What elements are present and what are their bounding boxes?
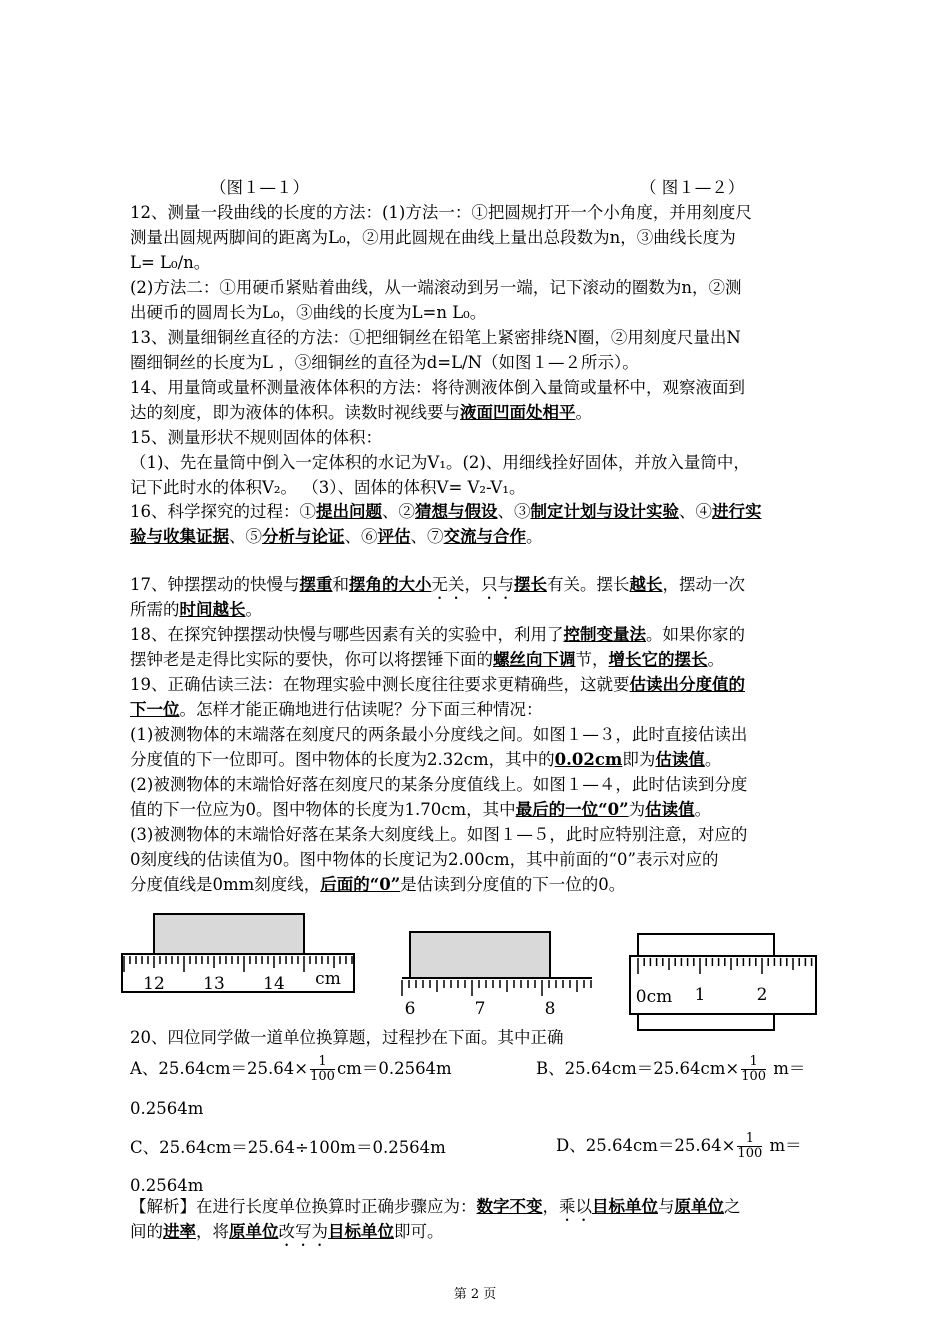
text-span: 、③	[497, 502, 531, 521]
text-span: 与	[658, 1197, 675, 1216]
key-term: 螺丝向下调	[493, 650, 576, 669]
text-span: 是估读到分度值的下一位的0。	[400, 875, 626, 894]
text-span: 节，	[575, 650, 609, 669]
text-line: 测量出圆规两脚间的距离为L₀，②用此圆规在曲线上量出总段数为n，③曲线长度为	[130, 228, 736, 247]
key-term: 估读出分度值的	[629, 675, 745, 694]
text-line: (1)被测物体的末端落在刻度尺的两条最小分度线之间。如图１—３，此时直接估读出	[130, 725, 748, 744]
key-term: 后面的“0”	[320, 875, 401, 894]
key-term: 摆重	[299, 575, 333, 594]
ruler-label: 13	[203, 974, 225, 994]
fraction-den: 100	[737, 1146, 763, 1161]
text-span: ，乘以	[542, 1197, 592, 1216]
key-term: 估读值	[645, 800, 695, 819]
key-term: 时间越长	[179, 600, 246, 619]
text-span: 17、钟摆摆动的快慢与	[130, 575, 300, 594]
text-span: 和	[332, 575, 349, 594]
ruler-unit: cm	[315, 969, 341, 989]
text-line: 13、测量细铜丝直径的方法：①把细铜丝在铅笔上紧密排绕N圈，②用刻度尺量出N	[130, 328, 741, 347]
text-line: 0.2564m	[130, 1099, 204, 1118]
text-line: 14、用量筒或量杯测量液体体积的方法：将待测液体倒入量筒或量杯中，观察液面到	[130, 378, 745, 397]
text-span: 所需的	[130, 600, 180, 619]
text-line: L= L₀/n。	[130, 253, 211, 272]
key-term: 液面凹面处相平	[460, 403, 576, 422]
text-line	[130, 598, 262, 622]
fraction	[741, 1055, 766, 1084]
ruler-label: 1	[694, 985, 706, 1005]
text-span: 为	[628, 800, 646, 819]
text-span: 即可。	[394, 1222, 444, 1241]
text-span: m＝	[764, 1136, 802, 1155]
text-span: 、④	[679, 502, 712, 521]
text-span: 18、在探究钟摆摆动快慢与哪些因素有关的实验中，利用了	[130, 625, 564, 644]
text-line: 圈细铜丝的长度为L ，③细铜丝的直径为d=L/N（如图１—２所示）。	[130, 353, 639, 372]
fraction-den: 100	[310, 1069, 335, 1084]
key-term: 增长它的摆长	[608, 650, 708, 669]
text-span: 【解析】在进行长度单位换算时正确步骤应为：	[130, 1197, 477, 1216]
key-term: 提出问题	[316, 502, 382, 521]
ruler-label: 7	[474, 999, 486, 1018]
fraction-num: 1	[310, 1055, 335, 1070]
ruler-figure-1	[118, 912, 358, 1002]
key-term: 评估	[377, 527, 411, 546]
text-line	[130, 648, 724, 672]
text-span: 19、正确估读三法：在物理实验中测长度往往要求更精确些，这就要	[130, 675, 630, 694]
option-c: C、25.64cm＝25.64÷100m＝0.2564m	[130, 1138, 446, 1157]
text-span: 。	[707, 650, 724, 669]
text-span: cm＝0.2564m	[336, 1059, 452, 1078]
ruler-label: 12	[143, 974, 165, 994]
fraction-num: 1	[741, 1055, 766, 1070]
ruler-figure-2	[400, 928, 595, 1018]
text-span: 无关，只与	[431, 575, 514, 594]
key-term: 猜想与假设	[415, 502, 498, 521]
text-span: 、⑤	[229, 527, 262, 546]
key-term: 目标单位	[592, 1197, 658, 1216]
option-a	[130, 1055, 452, 1084]
text-span: ，将	[196, 1222, 229, 1241]
text-span: 16、科学探究的过程：①	[130, 502, 316, 521]
text-span: 有关。摆长	[547, 575, 630, 594]
key-term: 摆角的大小	[349, 575, 432, 594]
text-line: 20、四位同学做一道单位换算题，过程抄在下面。其中正确	[130, 1028, 564, 1047]
key-term: 摆长	[514, 575, 547, 594]
ruler-label: 8	[544, 999, 556, 1018]
key-term: 数字不变	[476, 1197, 543, 1216]
fraction-den: 100	[741, 1069, 767, 1084]
text-line: （1)、先在量筒中倒入一定体积的水记为V₁。(2)、用细线拴好固体，并放入量筒中，	[130, 453, 750, 472]
text-span: 。	[704, 750, 722, 769]
text-line	[130, 748, 721, 772]
text-line: (2)被测物体的末端恰好落在刻度尺的某条分度值线上。如图１—４，此时估读到分度	[130, 775, 748, 794]
caption-fig2: （ 图１—２）	[640, 178, 745, 197]
text-span: A、25.64cm＝25.64×	[130, 1059, 309, 1078]
text-line: 0.2564m	[130, 1176, 204, 1195]
text-line: 出硬币的圆周长为L₀，③曲线的长度为L=n L₀。	[130, 303, 487, 322]
text-span: 。怎样才能正确地进行估读呢？分下面三种情况：	[179, 700, 543, 719]
text-line	[130, 698, 543, 722]
text-span: 值的下一位应为0。图中物体的长度为1.70cm，其中	[130, 800, 516, 819]
text-line	[130, 1220, 444, 1250]
key-term: 0.02cm	[554, 750, 623, 769]
key-term: 估读值	[655, 750, 705, 769]
ruler-figure-3	[628, 930, 818, 1040]
ruler-label: 2	[756, 985, 768, 1005]
text-line: 0刻度线的估读值为0。图中物体的长度记为2.00cm，其中前面的“0”表示对应的	[130, 850, 719, 869]
fraction	[737, 1132, 762, 1161]
key-term: 最后的一位“0”	[515, 800, 629, 819]
text-span: B、25.64cm＝25.64cm×	[536, 1059, 740, 1078]
text-line	[130, 525, 543, 549]
text-span: 改写为	[278, 1222, 328, 1241]
text-span: 、⑦	[410, 527, 444, 546]
text-line	[130, 873, 625, 897]
key-term: 原单位	[674, 1197, 724, 1216]
text-line	[130, 623, 745, 647]
text-span: 分度值线是0mm刻度线，	[130, 875, 321, 894]
text-line: (3)被测物体的末端恰好落在某条大刻度线上。如图１—５，此时应特别注意，对应的	[130, 825, 748, 844]
text-line	[130, 500, 762, 524]
text-span: 。	[526, 527, 543, 546]
text-span: 之	[724, 1197, 741, 1216]
key-term: 交流与合作	[443, 527, 526, 546]
key-term: 分析与论证	[262, 527, 345, 546]
text-span: D、25.64cm＝25.64×	[556, 1136, 736, 1155]
text-line: 15、测量形状不规则固体的体积：	[130, 428, 382, 447]
option-b	[536, 1055, 805, 1084]
key-term: 越长	[629, 575, 663, 594]
text-span: ，摆动一次	[662, 575, 745, 594]
text-span: 间的	[130, 1222, 163, 1241]
key-term: 进行实	[712, 502, 762, 521]
caption-fig1: （图１—１）	[210, 178, 309, 197]
text-span: m＝	[768, 1059, 806, 1078]
key-term: 进率	[163, 1222, 196, 1241]
ruler-label: 6	[404, 999, 416, 1018]
text-span: 摆钟老是走得比实际的要快，你可以将摆锤下面的	[130, 650, 493, 669]
text-line	[130, 798, 711, 822]
page-footer: 第 2 页	[453, 1287, 497, 1302]
text-span: 。	[575, 403, 592, 422]
option-d	[556, 1132, 802, 1161]
text-span: 、②	[382, 502, 415, 521]
key-term: 控制变量法	[563, 625, 646, 644]
text-line: 12、测量一段曲线的长度的方法：(1)方法一：①把圆规打开一个小角度，并用刻度尺	[130, 203, 752, 222]
text-span: 。	[245, 600, 262, 619]
fraction-num: 1	[737, 1132, 762, 1147]
text-span: 、⑥	[344, 527, 378, 546]
text-line	[130, 673, 745, 697]
text-line	[130, 401, 592, 425]
ruler-label: 0cm	[635, 987, 673, 1007]
text-line: 记下此时水的体积V₂。 （3）、固体的体积V= V₂-V₁。	[130, 478, 526, 497]
text-span: 分度值的下一位即可。图中物体的长度为2.32cm，其中的	[130, 750, 555, 769]
key-term: 制定计划与设计实验	[530, 502, 679, 521]
text-span: 即为	[622, 750, 656, 769]
text-span: 。如果你家的	[646, 625, 745, 644]
ruler-label: 14	[263, 974, 285, 994]
text-span: 。	[694, 800, 712, 819]
fraction	[310, 1055, 335, 1084]
text-span: 达的刻度，即为液体的体积。读数时视线要与	[130, 403, 460, 422]
text-line: (2)方法二：①用硬币紧贴着曲线，从一端滚动到另一端，记下滚动的圈数为n，②测	[130, 278, 742, 297]
key-term: 验与收集证据	[130, 527, 229, 546]
key-term: 下一位	[130, 700, 180, 719]
key-term: 原单位	[229, 1222, 279, 1241]
key-term: 目标单位	[328, 1222, 394, 1241]
